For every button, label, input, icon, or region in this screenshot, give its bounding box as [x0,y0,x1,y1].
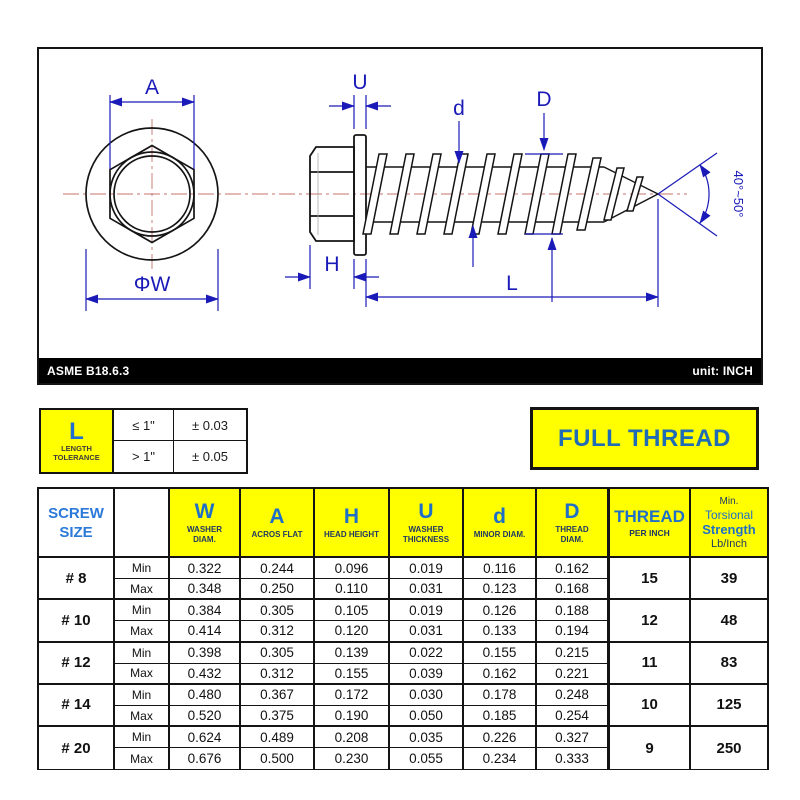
value-cell: 0.190 [315,706,390,727]
strength-cell: 83 [691,643,767,685]
header-col-h [315,489,390,558]
value-cell: 0.126 [464,600,537,621]
header-col-u [390,489,464,558]
value-cell: 0.333 [537,748,610,769]
value-cell: 0.208 [315,727,390,748]
value-cell: 0.155 [464,643,537,664]
value-cell: 0.230 [315,748,390,769]
thread-header-line2: PER INCH [629,528,670,538]
value-cell: 0.162 [464,664,537,685]
tolerance-value: ± 0.03 [174,410,246,441]
size-cell: # 10 [39,600,115,642]
drawing-frame [37,47,763,385]
value-cell: 0.172 [315,685,390,706]
value-cell: 0.375 [241,706,315,727]
dimension-label-d-major: D [536,88,552,111]
size-cell: # 8 [39,558,115,600]
unit-label: unit: INCH [692,363,753,378]
value-cell: 0.480 [170,685,241,706]
thread-header-line1: THREAD [614,507,685,526]
col-label: ACROS FLAT [251,529,303,539]
value-cell: 0.188 [537,600,610,621]
value-cell: 0.178 [464,685,537,706]
col-letter: d [493,504,506,528]
value-cell: 0.248 [537,685,610,706]
value-cell: 0.035 [390,727,464,748]
thread-cell: 11 [610,643,691,685]
dimension-label-phi-w: ΦW [133,273,171,296]
min-label: Min [115,643,170,664]
value-cell: 0.019 [390,600,464,621]
value-cell: 0.055 [390,748,464,769]
value-cell: 0.312 [241,664,315,685]
standard-label: ASME B18.6.3 [47,363,130,378]
size-cell: # 14 [39,685,115,727]
min-label: Min [115,600,170,621]
col-label: THREAD DIAM. [555,524,589,544]
min-label: Min [115,685,170,706]
dimension-label-h: H [324,253,340,276]
col-label: WASHER THICKNESS [402,524,450,544]
tolerance-value: ± 0.05 [191,449,229,464]
value-cell: 0.432 [170,664,241,685]
spec-table [37,487,769,770]
standard-bar [39,358,761,383]
value-cell: 0.244 [241,558,315,579]
value-cell: 0.168 [537,579,610,600]
header-col-a [241,489,315,558]
value-cell: 0.520 [170,706,241,727]
dimension-label-l: L [506,272,518,295]
value-cell: 0.221 [537,664,610,685]
max-label: Max [115,706,170,727]
header-strength [691,489,767,558]
thread-cell: 15 [610,558,691,600]
tolerance-condition: ≤ 1" [114,410,174,441]
value-cell: 0.312 [241,621,315,642]
header-col-d-major [537,489,610,558]
dimension-label-a: A [144,76,160,99]
value-cell: 0.250 [241,579,315,600]
strength-cell: 125 [691,685,767,727]
value-cell: 0.031 [390,579,464,600]
strength-cell: 250 [691,727,767,769]
value-cell: 0.322 [170,558,241,579]
dimension-label-d-minor: d [453,97,465,120]
value-cell: 0.031 [390,621,464,642]
strength-header-line2: Torsional [704,507,754,522]
col-letter: U [418,499,434,523]
value-cell: 0.019 [390,558,464,579]
col-label: WASHER DIAM. [186,524,223,544]
value-cell: 0.327 [537,727,610,748]
thread-cell: 9 [610,727,691,769]
value-cell: 0.215 [537,643,610,664]
value-cell: 0.500 [241,748,315,769]
value-cell: 0.226 [464,727,537,748]
value-cell: 0.110 [315,579,390,600]
col-letter: H [343,504,360,528]
value-cell: 0.305 [241,643,315,664]
value-cell: 0.676 [170,748,241,769]
value-cell: 0.050 [390,706,464,727]
value-cell: 0.384 [170,600,241,621]
value-cell: 0.162 [537,558,610,579]
value-cell: 0.185 [464,706,537,727]
value-cell: 0.155 [315,664,390,685]
tip-angle-label: 40°~50° [731,170,746,218]
strength-header-line4: Lb/Inch [710,537,748,550]
tolerance-symbol-cell [41,410,114,472]
tolerance-condition: > 1" [114,441,174,472]
value-cell: 0.116 [464,558,537,579]
max-label: Max [115,748,170,769]
header-screw-size: SCREW SIZE [39,489,115,558]
tolerance-title: LENGTH TOLERANCE [53,443,100,462]
value-cell: 0.367 [241,685,315,706]
length-tolerance-table [39,408,248,474]
value-cell: 0.120 [315,621,390,642]
strength-cell: 39 [691,558,767,600]
thread-cell: 12 [610,600,691,642]
value-cell: 0.624 [170,727,241,748]
value-cell: 0.194 [537,621,610,642]
strength-header-line3: Strength [702,521,756,537]
value-cell: 0.489 [241,727,315,748]
value-cell: 0.096 [315,558,390,579]
value-cell: 0.105 [315,600,390,621]
strength-header-line1: Min. [719,495,739,507]
header-col-w [170,489,241,558]
col-label: HEAD HEIGHT [323,529,380,539]
max-label: Max [115,621,170,642]
value-cell: 0.254 [537,706,610,727]
col-letter: A [269,504,285,528]
max-label: Max [115,664,170,685]
tip-angle [658,153,717,236]
col-letter: W [194,499,215,523]
min-label: Min [115,558,170,579]
size-cell: # 12 [39,643,115,685]
value-cell: 0.348 [170,579,241,600]
value-cell: 0.039 [390,664,464,685]
screw-technical-drawing [39,49,761,358]
value-cell: 0.414 [170,621,241,642]
full-thread-label: FULL THREAD [557,424,732,452]
min-label: Min [115,727,170,748]
header-empty [115,489,170,558]
full-thread-banner [530,407,759,470]
max-label: Max [115,579,170,600]
size-cell: # 20 [39,727,115,769]
tolerance-symbol: L [69,417,84,445]
value-cell: 0.398 [170,643,241,664]
col-label: MINOR DIAM. [473,529,526,539]
dimension-label-u: U [352,71,368,94]
dimension-u [329,95,391,129]
col-letter: D [564,499,580,523]
value-cell: 0.234 [464,748,537,769]
value-cell: 0.133 [464,621,537,642]
header-thread [610,489,691,558]
header-col-d-minor [464,489,537,558]
value-cell: 0.123 [464,579,537,600]
value-cell: 0.030 [390,685,464,706]
strength-cell: 48 [691,600,767,642]
value-cell: 0.139 [315,643,390,664]
value-cell: 0.022 [390,643,464,664]
thread-cell: 10 [610,685,691,727]
value-cell: 0.305 [241,600,315,621]
